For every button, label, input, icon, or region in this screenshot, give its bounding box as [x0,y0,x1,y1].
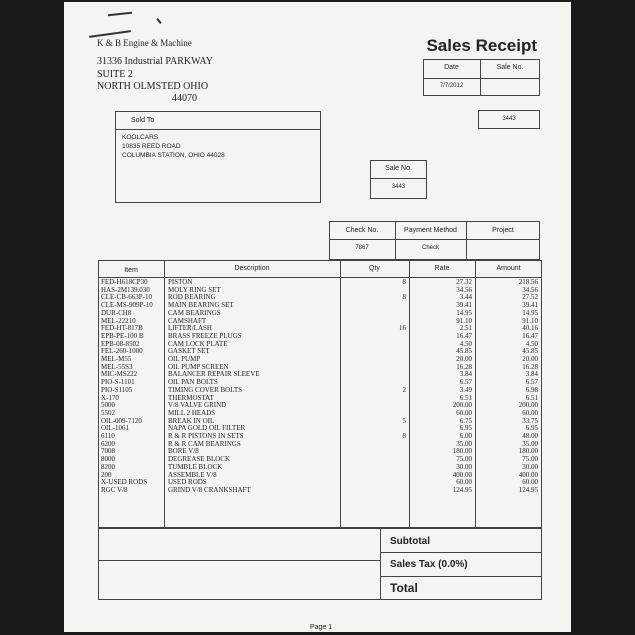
qty-column [344,279,406,495]
line-item-rate: 180.00 [452,447,472,456]
line-item-description: BALANCER REPAIR SLEEVE [168,370,260,379]
payment-method-label: Payment Method [404,227,457,234]
line-item-description: MILL 2 HEADS [168,408,216,417]
line-item-amount: 35.00 [522,439,538,448]
line-item-description: MOLY RING SET [168,285,221,294]
line-item-amount: 180.00 [518,447,538,456]
total-label: Total [390,581,418,595]
check-no-label: Check No. [345,227,379,234]
line-item-amount: 60.00 [522,408,538,417]
line-item-description: DEGREASE BLOCK [168,455,231,464]
col-qty: Qty [369,265,380,272]
line-item-description: R & R CAM BEARINGS [168,439,241,448]
company-address1: 31336 Industrial PARKWAY [97,56,213,67]
line-item-amount: 75.00 [522,455,538,464]
line-item-code: FED-HT-817B [101,324,143,333]
line-item-amount: 45.85 [522,347,538,356]
sold-to-label: Sold To [131,117,155,124]
line-item-code: 5000 [101,401,115,410]
line-item-code: CLE-CB-663P-10 [101,293,152,302]
line-item-code: PIO-S-1101 [101,378,135,387]
line-item-code: HAS-2M139.030 [101,285,150,294]
line-item-code: 6110 [101,432,115,441]
line-item-code: MEL-M55 [101,355,132,364]
line-item-code: X-USED RODS [101,478,148,487]
line-item-amount: 400.00 [518,470,538,479]
line-item-description: THERMOSTAT [168,393,214,402]
line-item-code: OIL-1061 [101,424,129,433]
sales-tax-label: Sales Tax (0.0%) [390,559,468,570]
line-item-qty [344,356,406,364]
line-item-code: FEL-260-1000 [101,347,143,356]
company-city: NORTH OLMSTED OHIO [97,81,209,92]
line-item-code: MEL-22210 [101,316,136,325]
line-item-code: OIL-009-7120 [101,416,142,425]
line-item-code: 7008 [101,447,115,456]
line-item-rate: 4.50 [459,339,472,348]
line-item-description: PISTON [168,278,193,286]
line-item-amount: 6.98 [525,385,538,394]
line-item-qty: 16 [399,324,406,333]
line-item-rate: 3.84 [459,370,472,379]
line-item-description: OIL PUMP SCREEN [168,362,229,371]
project-label: Project [492,227,514,234]
line-item-rate: 6.51 [459,393,472,402]
line-item-code: 8200 [101,462,115,471]
date-value: 7/7/2012 [439,83,464,89]
line-item-code: 6200 [101,439,115,448]
line-item-qty [344,472,406,480]
company-address2: SUITE 2 [97,69,133,80]
line-item-description: R & R PISTONS IN SETS [168,432,244,441]
line-item-qty [344,464,406,472]
line-item-description: TIMING COVER BOLTS [168,385,243,394]
line-item-rate: 200.00 [452,401,472,410]
col-description: Description [234,265,270,272]
line-item-amount: 40.16 [522,324,538,333]
line-item-rate: 6.57 [459,378,472,387]
line-item-amount: 6.95 [525,424,538,433]
line-item-rate: 6.95 [459,424,472,433]
description-column [168,279,338,495]
check-no-value: 7867 [355,245,369,251]
line-item-amount: 27.52 [522,293,538,302]
line-item-amount: 3.84 [525,370,538,379]
date-label: Date [444,64,459,71]
line-item-code: FED-H618CP30 [101,278,148,286]
line-item-qty: 5 [402,416,406,425]
line-item-rate: 27.32 [456,278,472,286]
line-item-qty: 2 [402,385,406,394]
line-item-rate: 3.49 [459,385,472,394]
line-item-qty [344,310,406,318]
line-item-qty: 8 [402,293,406,302]
rate-column [412,279,472,495]
line-item-description: USED RODS [168,478,207,487]
line-item-rate: 60.00 [456,478,472,487]
line-item-description: NAPA GOLD OIL FILTER [168,424,246,433]
items-column [101,279,163,495]
pen-mark [108,12,132,16]
line-item-rate: 2.51 [459,324,472,333]
col-amount: Amount [496,265,521,272]
page-number: Page 1 [310,624,333,631]
line-item-rate: 60.00 [456,408,472,417]
line-item-qty [344,348,406,356]
line-item-description: ASSEMBLE V/8 [168,470,217,479]
line-item-description: CAM LOCK PLATE [168,339,228,348]
col-item: Item [124,267,138,274]
line-item-qty [344,318,406,326]
subtotal-label: Subtotal [390,536,430,547]
line-item-qty [344,425,406,433]
line-item-amount: 30.00 [522,462,538,471]
line-item-description: OIL PUMP [168,355,201,364]
customer-name: KOOLCARS [122,134,159,141]
line-item-qty [344,364,406,372]
line-item-qty [344,395,406,403]
line-item-amount: 60.00 [522,478,538,487]
line-item-description: OIL PAN BOLTS [168,378,218,387]
line-item-description: V/8 VALVE GRIND [168,401,227,410]
customer-street: 10835 REED ROAD [122,143,181,150]
line-item-code: MIC-MS222 [101,370,138,379]
sale-no-label: Sale No. [496,64,524,71]
line-item-rate: 6.00 [459,432,472,441]
line-item-description: ROD BEARING [168,293,216,302]
line-item-qty [344,341,406,349]
line-item-qty [344,479,406,487]
line-item-rate: 75.00 [456,455,472,464]
line-item-qty [344,287,406,295]
line-item-amount: 6.57 [525,378,538,387]
line-item-code: PIO-S1105 [101,385,133,394]
line-item-rate: 30.00 [456,462,472,471]
line-item-description: LIFTER/LASH [168,324,212,333]
line-item-code: DUR-CH8 [101,308,132,317]
line-item-qty [344,410,406,418]
line-item-amount: 34.56 [522,285,538,294]
line-item-qty: 8 [402,278,406,286]
pen-mark [89,30,131,38]
sale-no-box-value: 3443 [391,184,406,190]
line-item-amount: 33.75 [522,416,538,425]
line-item-amount: 39.41 [522,301,538,310]
line-item-description: GRIND V/8 CRANKSHAFT [168,485,251,494]
company-zip: 44070 [172,93,197,104]
line-item-amount: 20.00 [522,355,538,364]
line-item-amount: 16.47 [522,331,538,340]
line-item-description: BREAK IN OIL [168,416,215,425]
line-item-code: 200 [101,470,112,479]
line-item-rate: 34.56 [456,285,472,294]
line-item-description: MAIN BEARING SET [168,301,234,310]
pen-mark [156,18,161,24]
line-item-qty: 8 [402,432,406,441]
line-item-code: 5502 [101,408,115,417]
line-item-qty [344,448,406,456]
amount-column [478,279,538,495]
line-item-rate: 400.00 [452,470,472,479]
line-item-description: GASKET SET [168,347,210,356]
line-item-amount: 14.95 [522,308,538,317]
line-item-rate: 6.75 [459,416,472,425]
line-item-qty [344,333,406,341]
line-item-code: EPB-PE-100 B [101,331,144,340]
line-item-rate: 91.10 [456,316,472,325]
line-item-amount: 16.28 [522,362,538,371]
line-item-rate: 20.00 [456,355,472,364]
line-item-description: CAMSHAFT [168,316,207,325]
customer-city: COLUMBIA STATION, OHIO 44028 [122,152,225,159]
line-item-qty [344,371,406,379]
line-item-amount: 200.00 [518,401,538,410]
col-rate: Rate [434,265,450,272]
sale-no-box-label: Sale No. [385,165,412,172]
line-item-description: CAM BEARINGS [168,308,221,317]
line-item-code: MEL-55S3 [101,362,133,371]
line-item-amount: 48.00 [522,432,538,441]
line-item-code: RGC V/8 [101,485,128,494]
line-item-description: BRASS FREEZE PLUGS [168,331,242,340]
line-item-rate: 39.41 [456,301,472,310]
page-title: Sales Receipt [426,36,537,55]
line-item-qty [344,487,406,495]
line-item-amount: 218.56 [518,278,538,286]
line-item-amount: 91.10 [522,316,538,325]
line-item-rate: 16.47 [456,331,472,340]
line-item-rate: 3.44 [459,293,472,302]
line-item-qty [344,456,406,464]
line-item-rate: 14.95 [456,308,472,317]
totals-box [98,528,542,600]
line-item-description: TUMBLE BLOCK [168,462,223,471]
line-item-amount: 4.50 [525,339,538,348]
line-item-qty [344,302,406,310]
line-item-amount: 6.51 [525,393,538,402]
line-item-code: X-170 [101,393,119,402]
line-item-description: BORE V/8 [168,447,199,456]
line-item-code: EPB-08-8502 [101,339,140,348]
line-item-rate: 45.85 [456,347,472,356]
line-item-amount: 124.95 [518,485,538,494]
line-item-qty [344,441,406,449]
payment-method-value: Check [421,245,439,251]
line-item-rate: 35.00 [456,439,472,448]
line-item-qty [344,402,406,410]
company-name: K & B Engine & Machine [97,38,192,48]
line-item-qty [344,379,406,387]
side-sale-no: 3443 [502,116,516,122]
line-item-rate: 124.95 [452,485,472,494]
sales-receipt-page [64,2,571,632]
line-item-rate: 16.28 [456,362,472,371]
line-item-code: 8000 [101,455,115,464]
line-item-code: CLE-MS-909P-10 [101,301,153,310]
